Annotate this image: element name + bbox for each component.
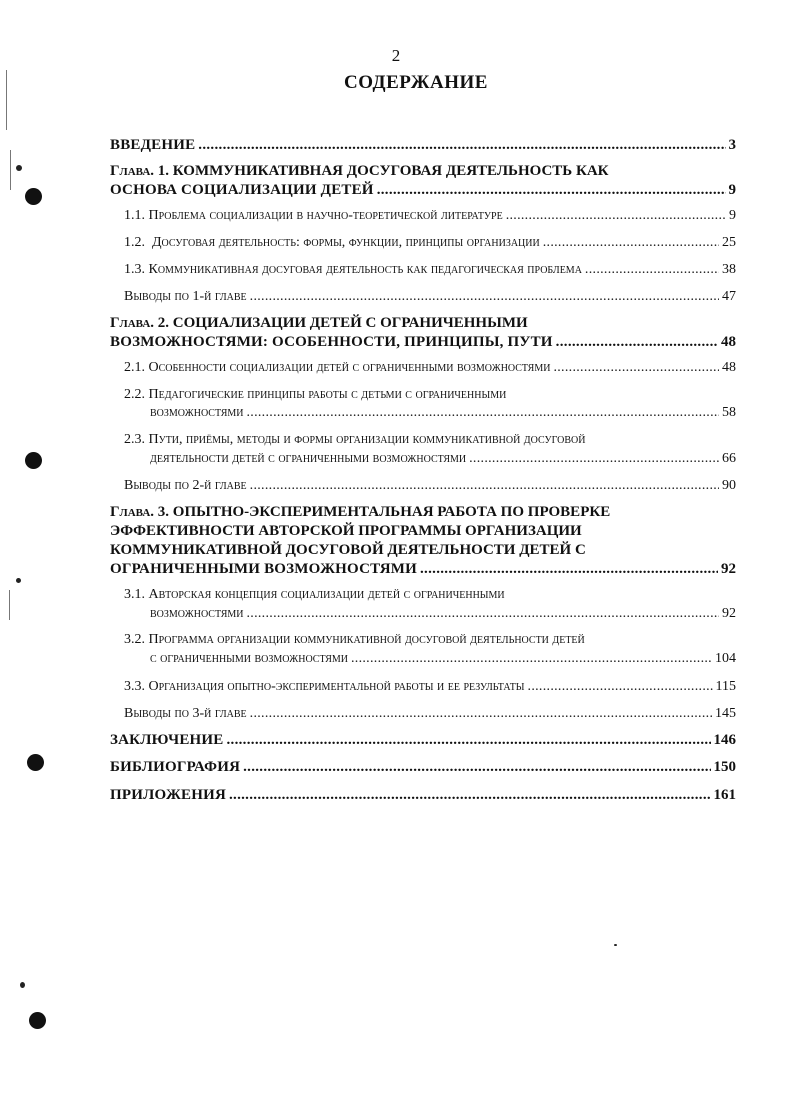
binder-hole — [29, 1012, 46, 1029]
toc-conclusions-1[interactable]: Выводы по 1-й главе ..... 47 — [124, 288, 736, 306]
toc-section-3-2-title[interactable]: 3.2. Программа организации коммуникативной досуговой деятельности детей — [124, 632, 585, 647]
toc-section-2-3-title[interactable]: 2.3. Пути, приёмы, методы и формы организации коммуникативной досуговой — [124, 432, 586, 447]
toc-section-2-3[interactable]: деятельности детей с ограниченными возможностями ..... 66 — [150, 450, 736, 468]
toc-section-2-2[interactable]: возможностями ..... 58 — [150, 404, 736, 422]
binder-hole — [25, 188, 42, 205]
toc-chapter-3-line-2: ЭФФЕКТИВНОСТИ АВТОРСКОЙ ПРОГРАММЫ ОРГАНИЗАЦИИ — [110, 523, 582, 539]
toc-section-1-1[interactable]: 1.1. Проблема социализации в научно-теоретической литературе ..... 9 — [124, 207, 736, 225]
page-title: СОДЕРЖАНИЕ — [344, 72, 488, 93]
toc-conclusion[interactable]: ЗАКЛЮЧЕНИЕ ..... 146 — [110, 731, 736, 749]
toc-appendices[interactable]: ПРИЛОЖЕНИЯ ..... 161 — [110, 786, 736, 804]
toc-section-2-2-title[interactable]: 2.2. Педагогические принципы работы с детьми с ограниченными — [124, 387, 507, 402]
toc-chapter-2[interactable]: ВОЗМОЖНОСТЯМИ: ОСОБЕННОСТИ, ПРИНЦИПЫ, ПУТИ ..... 48 — [110, 333, 736, 351]
toc-section-3-2[interactable]: с ограниченными возможностями ..... 104 — [150, 650, 736, 668]
scan-line — [9, 590, 10, 620]
toc-conclusions-2[interactable]: Выводы по 2-й главе ..... 90 — [124, 477, 736, 495]
binder-hole — [25, 452, 42, 469]
toc-section-3-1-title[interactable]: 3.1. Авторская концепция социализации детей с ограниченными — [124, 587, 505, 602]
toc-section-3-3[interactable]: 3.3. Организация опытно-экспериментальной работы и ее результаты ..... 115 — [124, 678, 736, 696]
toc-chapter-3-title[interactable]: Глава. 3. ОПЫТНО-ЭКСПЕРИМЕНТАЛЬНАЯ РАБОТА ПО ПРОВЕРКЕ — [110, 504, 611, 520]
toc-section-3-1[interactable]: возможностями ..... 92 — [150, 605, 736, 623]
toc-chapter-1-title[interactable]: Глава. 1. КОММУНИКАТИВНАЯ ДОСУГОВАЯ ДЕЯТЕЛЬНОСТЬ КАК — [110, 163, 609, 179]
binder-hole — [27, 754, 44, 771]
toc-section-1-3[interactable]: 1.3. Коммуникативная досуговая деятельность как педагогическая проблема ..... 38 — [124, 261, 736, 279]
scan-speck — [20, 982, 25, 988]
toc-section-2-1[interactable]: 2.1. Особенности социализации детей с ограниченными возможностями ..... 48 — [124, 359, 736, 377]
scan-speck — [614, 944, 617, 946]
scan-speck — [16, 578, 21, 583]
toc-chapter-3[interactable]: ОГРАНИЧЕННЫМИ ВОЗМОЖНОСТЯМИ ..... 92 — [110, 560, 736, 578]
toc-conclusions-3[interactable]: Выводы по 3-й главе ..... 145 — [124, 705, 736, 723]
toc-chapter-1[interactable]: ОСНОВА СОЦИАЛИЗАЦИИ ДЕТЕЙ ..... 9 — [110, 181, 736, 199]
scan-line — [10, 150, 11, 190]
scan-speck — [16, 165, 22, 171]
toc-section-1-2[interactable]: 1.2. Досуговая деятельность: формы, функции, принципы организации ..... 25 — [124, 234, 736, 252]
toc-chapter-3-line-3: КОММУНИКАТИВНОЙ ДОСУГОВОЙ ДЕЯТЕЛЬНОСТИ ДЕТЕЙ С — [110, 542, 586, 558]
page-number: 2 — [391, 46, 401, 65]
toc-bibliography[interactable]: БИБЛИОГРАФИЯ ..... 150 — [110, 758, 736, 776]
toc-chapter-2-title[interactable]: Глава. 2. СОЦИАЛИЗАЦИИ ДЕТЕЙ С ОГРАНИЧЕННЫМИ — [110, 315, 528, 331]
toc-entry-introduction[interactable]: ВВЕДЕНИЕ ..... 3 — [110, 136, 736, 154]
